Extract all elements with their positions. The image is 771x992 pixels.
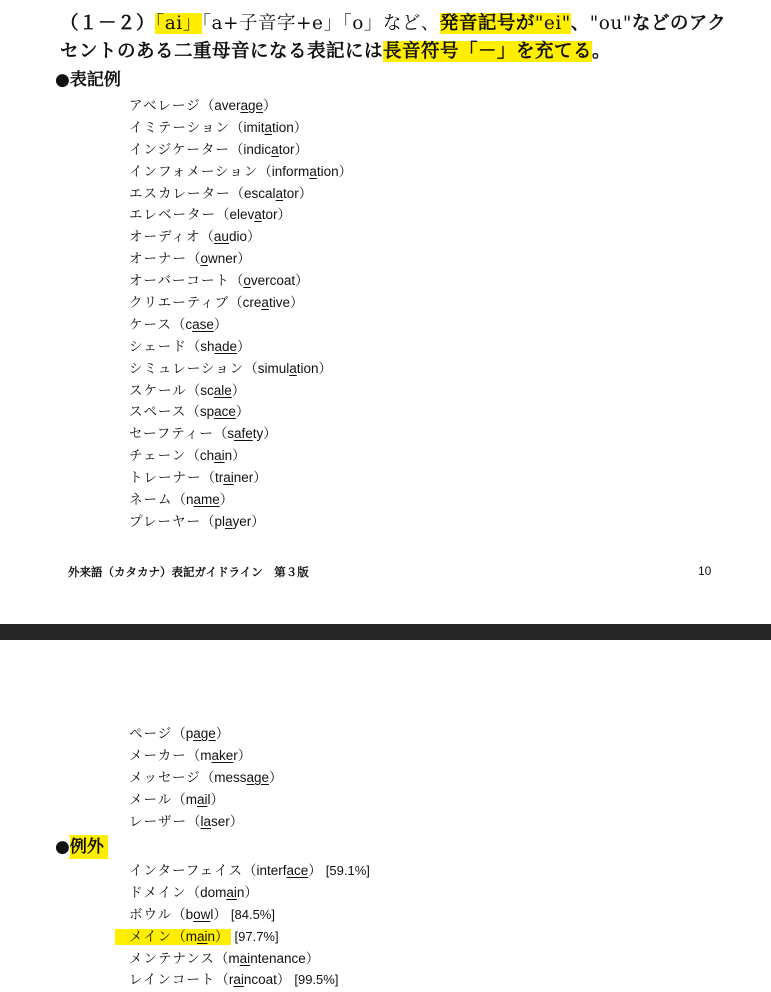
katakana-term: レーザー bbox=[129, 813, 187, 830]
open-paren: （ bbox=[186, 747, 201, 764]
word-prefix: mess bbox=[214, 769, 247, 785]
english-word bbox=[185, 317, 214, 332]
underlined-vowel: a bbox=[271, 141, 279, 157]
katakana-term: メイン bbox=[129, 928, 173, 945]
list-item bbox=[129, 860, 370, 882]
comma: 、 bbox=[570, 13, 590, 34]
close-paren: ） bbox=[213, 906, 227, 923]
english-word bbox=[258, 361, 319, 376]
rule-spellings: 「a+子音字+e」「o」など、 bbox=[201, 13, 440, 34]
katakana-term: セーフティー bbox=[129, 426, 214, 443]
list-item bbox=[129, 948, 370, 970]
word-prefix: sc bbox=[200, 382, 214, 398]
list-item bbox=[129, 723, 283, 745]
list-item bbox=[129, 767, 283, 789]
list-item bbox=[129, 139, 352, 161]
katakana-term: ケース bbox=[129, 316, 172, 333]
open-paren: （ bbox=[186, 404, 200, 421]
word-prefix: m bbox=[200, 747, 212, 763]
word-suffix: tion bbox=[316, 163, 339, 179]
katakana-term: プレーヤー bbox=[129, 513, 201, 530]
english-word bbox=[200, 748, 238, 763]
katakana-term: インジケーター bbox=[129, 141, 230, 158]
katakana-term: ボウル bbox=[129, 906, 173, 923]
english-word bbox=[243, 273, 295, 288]
rule-number: （１－２） bbox=[60, 13, 156, 34]
close-paren: ） bbox=[294, 141, 308, 158]
word-suffix: tor bbox=[283, 185, 299, 201]
word-prefix: sh bbox=[200, 338, 215, 354]
word-suffix: ty bbox=[252, 426, 264, 442]
open-paren: （ bbox=[216, 207, 230, 224]
document-page-11 bbox=[0, 640, 771, 992]
close-paren: ） bbox=[277, 207, 292, 224]
close-paren: ） bbox=[269, 769, 283, 786]
underlined-vowel: a bbox=[261, 295, 269, 311]
open-paren: （ bbox=[186, 884, 201, 901]
ou-symbol: "ou" bbox=[589, 13, 632, 34]
close-paren: ） bbox=[213, 316, 228, 333]
english-word bbox=[227, 426, 263, 441]
katakana-term: イミテーション bbox=[129, 119, 230, 136]
close-paren: ） bbox=[318, 360, 333, 377]
list-item bbox=[129, 161, 352, 183]
underlined-vowel: ame bbox=[193, 492, 220, 508]
open-paren: （ bbox=[172, 492, 186, 509]
english-word bbox=[201, 814, 230, 829]
english-word bbox=[229, 972, 277, 987]
open-paren: （ bbox=[230, 185, 244, 202]
open-paren: （ bbox=[200, 769, 215, 786]
open-paren: （ bbox=[229, 119, 244, 136]
open-paren: （ bbox=[229, 273, 244, 290]
word-prefix: escal bbox=[244, 185, 276, 201]
word-suffix: l bbox=[207, 791, 211, 807]
list-item bbox=[129, 183, 352, 205]
underlined-vowel: ow bbox=[193, 906, 211, 922]
word-prefix: m bbox=[185, 791, 197, 807]
highlight-ai: 「ai」 bbox=[155, 13, 202, 34]
english-word bbox=[200, 448, 232, 463]
english-word bbox=[244, 186, 299, 201]
katakana-term: オーナー bbox=[129, 251, 187, 268]
usage-percentage: [99.5%] bbox=[294, 972, 339, 988]
underlined-vowel: age bbox=[193, 726, 216, 741]
katakana-term: エスカレーター bbox=[129, 185, 231, 202]
word-prefix: dom bbox=[200, 884, 227, 900]
close-paren: ） bbox=[289, 295, 304, 312]
list-item bbox=[129, 882, 370, 904]
word-prefix: cre bbox=[242, 295, 262, 311]
underlined-vowel: ai bbox=[223, 470, 234, 486]
close-paren: ） bbox=[246, 229, 261, 246]
katakana-term: メーカー bbox=[129, 747, 187, 764]
word-prefix: simul bbox=[257, 360, 290, 376]
word-prefix: p bbox=[185, 726, 194, 741]
open-paren: （ bbox=[201, 470, 215, 487]
word-prefix: indic bbox=[243, 141, 272, 157]
close-paren: ） bbox=[293, 119, 308, 136]
close-paren: ） bbox=[237, 747, 252, 764]
katakana-term: メッセージ bbox=[129, 769, 201, 786]
english-word bbox=[243, 120, 293, 135]
rule-text-tail: などのアク bbox=[631, 13, 727, 34]
list-item bbox=[129, 789, 283, 811]
underlined-vowel: ai bbox=[239, 950, 251, 966]
open-paren: （ bbox=[187, 813, 201, 830]
word-suffix: ncoat bbox=[243, 972, 277, 988]
close-paren: ） bbox=[308, 863, 322, 879]
word-suffix: ntenance bbox=[250, 950, 306, 966]
katakana-term: シミュレーション bbox=[129, 360, 245, 377]
word-suffix: tive bbox=[268, 295, 290, 311]
close-paren: ） bbox=[338, 163, 353, 180]
katakana-term: クリエーティブ bbox=[129, 295, 230, 312]
word-prefix: m bbox=[228, 950, 240, 966]
open-paren: （ bbox=[187, 251, 201, 268]
katakana-term: トレーナー bbox=[129, 470, 202, 487]
underlined-vowel: ale bbox=[213, 382, 232, 398]
katakana-term: インターフェイス bbox=[129, 863, 243, 879]
word-suffix: tor bbox=[261, 207, 278, 223]
rule-text: セントのある二重母音になる表記には bbox=[60, 41, 384, 62]
close-paren: ） bbox=[210, 791, 224, 808]
open-paren: （ bbox=[200, 229, 214, 246]
word-suffix: dio bbox=[228, 229, 247, 245]
close-paren: ） bbox=[263, 426, 277, 443]
underlined-vowel: age bbox=[246, 769, 269, 785]
list-item bbox=[129, 489, 352, 511]
word-prefix: aver bbox=[214, 98, 241, 113]
underlined-vowel: a bbox=[264, 119, 272, 135]
word-suffix: n bbox=[236, 884, 245, 900]
close-paren: ） bbox=[298, 185, 313, 202]
list-item bbox=[129, 445, 352, 467]
close-paren: ） bbox=[232, 448, 246, 465]
open-paren: （ bbox=[258, 163, 272, 180]
list-item bbox=[129, 969, 370, 991]
section-title-text: 表記例 bbox=[69, 70, 121, 90]
english-word bbox=[186, 726, 216, 741]
list-item bbox=[129, 95, 352, 117]
english-word bbox=[214, 229, 247, 244]
open-paren: （ bbox=[172, 791, 186, 808]
english-word bbox=[214, 98, 263, 113]
word-suffix: n bbox=[224, 448, 233, 464]
list-item bbox=[129, 423, 352, 445]
example-list bbox=[129, 95, 352, 533]
word-suffix: ser bbox=[211, 813, 230, 829]
open-paren: （ bbox=[229, 141, 244, 158]
english-word bbox=[186, 792, 211, 807]
exception-list bbox=[129, 860, 370, 991]
english-word bbox=[214, 514, 251, 529]
rule-heading-line-2 bbox=[60, 38, 740, 66]
open-paren: （ bbox=[244, 360, 258, 377]
word-suffix: l bbox=[210, 906, 214, 922]
exceptions-highlight bbox=[55, 835, 108, 859]
close-paren: ） bbox=[276, 972, 291, 989]
katakana-term: スペース bbox=[129, 404, 187, 421]
underlined-vowel: afe bbox=[233, 426, 253, 442]
close-paren: ） bbox=[295, 273, 309, 290]
english-word bbox=[256, 863, 308, 878]
open-paren: （ bbox=[214, 950, 229, 967]
word-suffix: tion bbox=[296, 360, 319, 376]
word-suffix: wner bbox=[208, 251, 238, 267]
list-item bbox=[129, 117, 352, 139]
open-paren: （ bbox=[172, 726, 186, 742]
word-suffix: tion bbox=[271, 119, 294, 135]
list-item bbox=[129, 248, 352, 270]
katakana-term: オーバーコート bbox=[129, 273, 230, 290]
close-paren: ） bbox=[263, 98, 277, 114]
underlined-vowel: ace bbox=[286, 863, 309, 878]
close-paren: ） bbox=[235, 404, 250, 421]
underlined-vowel: age bbox=[240, 98, 263, 113]
list-item bbox=[129, 314, 352, 336]
section-title-examples bbox=[55, 69, 121, 91]
rule-heading-line-1 bbox=[60, 10, 740, 38]
word-suffix: n bbox=[207, 928, 216, 944]
open-paren: （ bbox=[172, 906, 186, 923]
word-prefix: ch bbox=[199, 448, 215, 464]
word-prefix: elev bbox=[229, 207, 255, 223]
word-prefix: c bbox=[185, 316, 193, 332]
list-item bbox=[129, 745, 283, 767]
open-paren: （ bbox=[215, 972, 229, 989]
bullet-icon: ● bbox=[55, 837, 70, 857]
word-prefix: tr bbox=[215, 470, 224, 486]
open-paren: （ bbox=[242, 863, 257, 879]
underlined-vowel: o bbox=[243, 273, 251, 289]
open-paren: （ bbox=[186, 448, 200, 465]
underlined-vowel: a bbox=[224, 513, 233, 529]
close-paren: ） bbox=[219, 492, 234, 509]
close-paren: ） bbox=[244, 884, 258, 901]
list-item bbox=[129, 292, 352, 314]
english-word bbox=[230, 207, 278, 222]
list-item bbox=[129, 401, 352, 423]
word-prefix: n bbox=[186, 492, 194, 508]
english-word bbox=[228, 951, 305, 966]
katakana-term: エレベーター bbox=[129, 207, 216, 224]
list-item bbox=[129, 336, 352, 358]
close-paren: ） bbox=[237, 338, 251, 355]
footer-title: 外来語（カタカナ）表記ガイドライン 第３版 bbox=[68, 565, 309, 579]
underlined-vowel: ace bbox=[214, 404, 236, 420]
close-paren: ） bbox=[231, 382, 246, 399]
underlined-vowel: ai bbox=[226, 884, 237, 900]
english-word bbox=[243, 142, 294, 157]
page-number: 10 bbox=[698, 564, 712, 578]
open-paren: （ bbox=[186, 338, 201, 355]
open-paren: （ bbox=[186, 382, 201, 399]
katakana-term: メンテナンス bbox=[129, 950, 215, 967]
katakana-term: チェーン bbox=[129, 448, 187, 465]
english-word bbox=[272, 164, 339, 179]
list-item bbox=[129, 270, 352, 292]
katakana-term: レインコート bbox=[129, 972, 216, 989]
word-prefix: interf bbox=[256, 863, 287, 878]
katakana-term: スケール bbox=[129, 382, 187, 399]
underlined-vowel: ai bbox=[233, 972, 244, 988]
open-paren: （ bbox=[172, 928, 186, 945]
bullet-icon: ● bbox=[55, 70, 70, 90]
katakana-term: オーディオ bbox=[129, 229, 201, 246]
open-paren: （ bbox=[213, 426, 228, 443]
usage-percentage: [59.1%] bbox=[325, 863, 370, 878]
close-paren: ） bbox=[215, 928, 229, 945]
word-suffix: ner bbox=[233, 470, 254, 486]
underlined-vowel: ai bbox=[196, 791, 208, 807]
section-title-text: 例外 bbox=[69, 837, 104, 857]
word-suffix: vercoat bbox=[250, 273, 296, 289]
page-divider bbox=[0, 624, 771, 640]
underlined-vowel: ake bbox=[211, 747, 234, 763]
close-paren: ） bbox=[229, 813, 244, 830]
highlight-ei: "ei" bbox=[534, 13, 571, 34]
katakana-term: ページ bbox=[129, 726, 173, 742]
open-paren: （ bbox=[200, 513, 215, 530]
list-item bbox=[129, 380, 352, 402]
list-item bbox=[129, 811, 283, 833]
english-word bbox=[200, 885, 244, 900]
list-item bbox=[129, 204, 352, 226]
word-prefix: s bbox=[227, 426, 234, 442]
close-paren: ） bbox=[237, 251, 251, 268]
word-prefix: m bbox=[185, 928, 197, 944]
close-paren: ） bbox=[305, 950, 320, 967]
list-item bbox=[129, 226, 352, 248]
close-paren: ） bbox=[253, 470, 267, 487]
word-prefix: inform bbox=[271, 163, 310, 179]
period: 。 bbox=[592, 41, 612, 62]
english-word bbox=[186, 492, 220, 507]
english-word bbox=[200, 383, 232, 398]
english-word bbox=[186, 929, 215, 944]
underlined-vowel: au bbox=[213, 229, 229, 245]
katakana-term: ネーム bbox=[129, 492, 173, 509]
underlined-vowel: la bbox=[200, 813, 212, 829]
underlined-vowel: ai bbox=[196, 928, 208, 944]
english-word bbox=[200, 339, 237, 354]
english-word bbox=[215, 470, 253, 485]
katakana-term: インフォメーション bbox=[129, 163, 259, 180]
word-suffix: r bbox=[233, 747, 238, 763]
list-item bbox=[129, 467, 352, 489]
list-item bbox=[129, 511, 352, 533]
katakana-term: アベレージ bbox=[129, 98, 201, 114]
usage-percentage: [97.7%] bbox=[234, 928, 279, 944]
word-suffix: yer bbox=[232, 513, 252, 529]
underlined-vowel: ase bbox=[192, 316, 214, 332]
open-paren: （ bbox=[229, 295, 243, 312]
word-prefix: r bbox=[228, 972, 234, 988]
example-list-continued bbox=[129, 723, 283, 832]
english-word bbox=[186, 907, 214, 922]
list-item bbox=[129, 358, 352, 380]
english-word bbox=[214, 770, 269, 785]
close-paren: ） bbox=[251, 513, 265, 530]
katakana-term: ドメイン bbox=[129, 884, 187, 901]
katakana-term: シェード bbox=[129, 338, 187, 355]
english-word bbox=[200, 404, 236, 419]
word-suffix: tor bbox=[278, 141, 295, 157]
close-paren: ） bbox=[215, 726, 230, 742]
underlined-vowel: a bbox=[289, 360, 297, 376]
word-prefix: sp bbox=[199, 404, 215, 420]
underlined-vowel: a bbox=[275, 185, 284, 201]
katakana-term: メール bbox=[129, 791, 173, 808]
english-word bbox=[243, 295, 290, 310]
underlined-vowel: a bbox=[254, 207, 262, 223]
section-title-exceptions bbox=[55, 836, 108, 858]
underlined-vowel: ai bbox=[214, 448, 225, 464]
underlined-vowel: ade bbox=[214, 338, 238, 354]
underlined-vowel: o bbox=[200, 251, 209, 267]
underlined-vowel: a bbox=[309, 163, 317, 179]
highlight-phonetic-label: 発音記号が bbox=[439, 13, 535, 34]
list-item bbox=[129, 926, 370, 948]
usage-percentage: [84.5%] bbox=[230, 906, 275, 922]
highlighted-item bbox=[115, 929, 231, 945]
open-paren: （ bbox=[171, 316, 186, 333]
word-prefix: pl bbox=[214, 513, 225, 529]
highlight-long-vowel-rule: 長音符号「－」を充てる bbox=[383, 41, 593, 62]
english-word bbox=[201, 251, 238, 266]
word-prefix: imit bbox=[243, 119, 265, 135]
word-prefix: b bbox=[185, 906, 194, 922]
list-item bbox=[129, 904, 370, 926]
open-paren: （ bbox=[200, 98, 215, 114]
